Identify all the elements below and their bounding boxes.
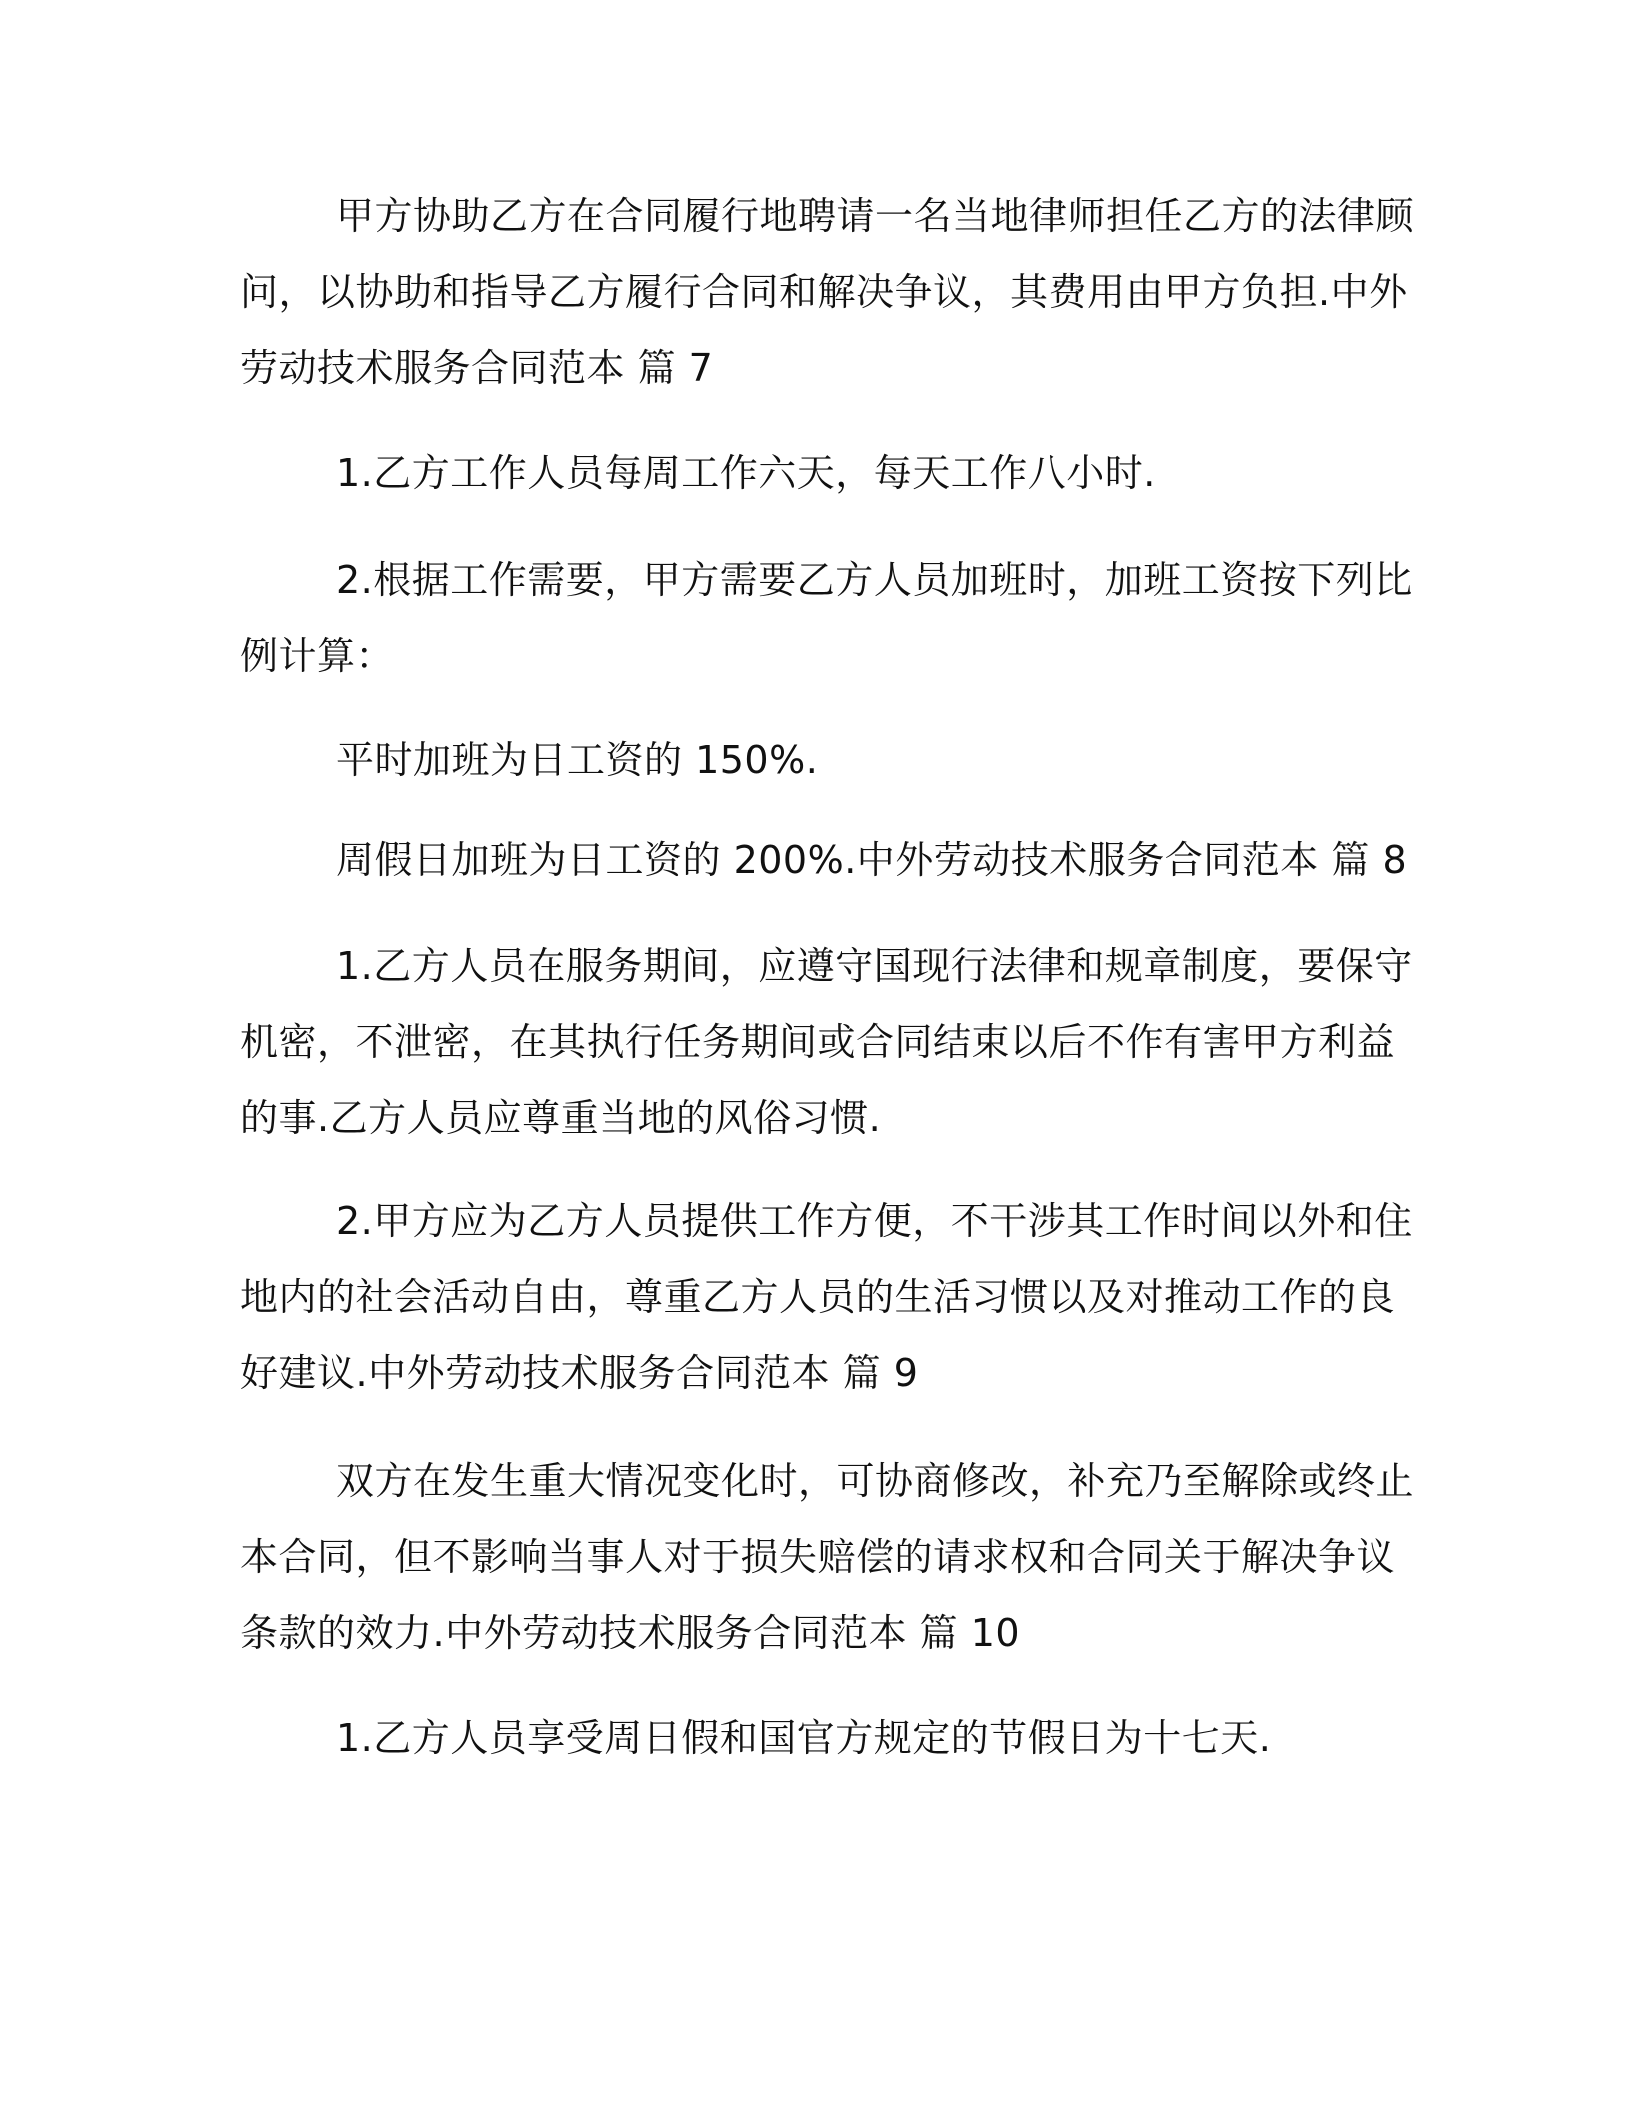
paragraph-work-hours	[240, 435, 1390, 511]
text-line: 1.乙方工作人员每周工作六天，每天工作八小时.	[336, 451, 1156, 495]
text-line: 好建议.中外劳动技术服务合同范本 篇 9	[240, 1351, 919, 1395]
text-line: 1.乙方人员享受周日假和国官方规定的节假日为十七天.	[336, 1716, 1272, 1760]
paragraph-weekday-overtime	[240, 722, 1390, 798]
text-line: 2.甲方应为乙方人员提供工作方便，不干涉其工作时间以外和住	[336, 1199, 1413, 1243]
text-line: 甲方协助乙方在合同履行地聘请一名当地律师担任乙方的法律顾	[336, 194, 1415, 238]
text-line: 1.乙方人员在服务期间，应遵守国现行法律和规章制度，要保守	[336, 944, 1413, 988]
text-line: 地内的社会活动自由，尊重乙方人员的生活习惯以及对推动工作的良	[240, 1275, 1396, 1319]
text-line: 机密，不泄密，在其执行任务期间或合同结束以后不作有害甲方利益	[240, 1020, 1396, 1064]
paragraph-work-convenience	[240, 1183, 1413, 1411]
paragraph-holidays	[240, 1700, 1390, 1776]
text-line: 周假日加班为日工资的 200%.中外劳动技术服务合同范本 篇 8	[336, 838, 1408, 882]
paragraph-legal-advisor	[240, 178, 1415, 406]
paragraph-confidentiality	[240, 928, 1413, 1156]
text-line: 条款的效力.中外劳动技术服务合同范本 篇 10	[240, 1611, 1021, 1655]
paragraph-holiday-overtime	[240, 822, 1408, 898]
paragraph-contract-modification	[240, 1443, 1415, 1671]
text-line: 问，以协助和指导乙方履行合同和解决争议，其费用由甲方负担.中外	[240, 270, 1408, 314]
paragraph-overtime	[240, 542, 1413, 694]
text-line: 平时加班为日工资的 150%.	[336, 738, 819, 782]
text-line: 双方在发生重大情况变化时，可协商修改，补充乃至解除或终止	[336, 1459, 1415, 1503]
text-line: 例计算：	[240, 634, 395, 678]
text-line: 本合同，但不影响当事人对于损失赔偿的请求权和合同关于解决争议	[240, 1535, 1396, 1579]
text-line: 2.根据工作需要，甲方需要乙方人员加班时，加班工资按下列比	[336, 558, 1413, 602]
text-line: 劳动技术服务合同范本 篇 7	[240, 346, 714, 390]
text-line: 的事.乙方人员应尊重当地的风俗习惯.	[240, 1096, 882, 1140]
